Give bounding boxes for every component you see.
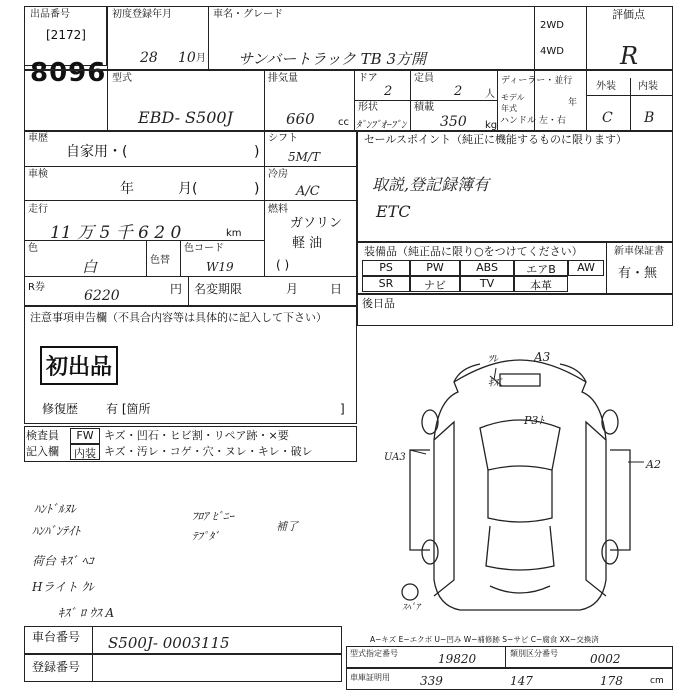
r-unit: 円 (170, 282, 183, 296)
equip-ps: PS (362, 260, 410, 276)
fuel-diesel: 軽 油 (292, 236, 323, 251)
later-block (357, 294, 673, 326)
shift-value: 5M/T (288, 150, 320, 164)
sales-line1: 取説,登記録簿有 (372, 175, 490, 194)
color-code-label: 色コード (184, 243, 224, 254)
type-label: 型式指定番号 (350, 649, 398, 658)
warranty-label: 新車保証書 (614, 246, 664, 257)
inspector-fw: FW (70, 428, 100, 444)
name-change-day: 日 (330, 282, 343, 296)
lot-label: 出品番号 (30, 9, 70, 20)
car-front-grille (500, 374, 540, 386)
displacement-value: 660 (286, 110, 315, 128)
drive-4wd: 4WD (540, 46, 564, 57)
exterior-label: 外装 (596, 81, 616, 92)
chassis-label: 車台番号 (32, 630, 81, 644)
capacity-value: 2 (454, 84, 463, 99)
cert-unit: cm (650, 676, 664, 686)
mileage-unit: km (226, 228, 242, 239)
history-value: 自家用・( (66, 144, 128, 160)
shape-label: 形状 (358, 102, 378, 113)
history-label: 車歴 (28, 133, 48, 144)
repair-label: 修復歴 (42, 402, 79, 416)
load-label: 積載 (414, 102, 434, 113)
doors-label: ドア (358, 73, 378, 84)
remark-3: 荷台 ｷｽﾞ ﾍｺ (32, 554, 94, 568)
diagram-note-4: P3ﾄ (524, 414, 544, 427)
diagram-note-3: ｷｽﾞ (488, 378, 503, 389)
class-label: 類別区分番号 (510, 649, 558, 658)
color-change-label: 色替 (150, 255, 170, 266)
car-damage-diagram (370, 330, 670, 630)
inspector-label1: 検査員 (26, 429, 59, 442)
lot-number: 8096 (30, 58, 107, 88)
first-listing-stamp: 初出品 (40, 346, 118, 385)
ac-value: A/C (296, 184, 320, 199)
first-reg-month: 10 (178, 50, 196, 66)
spare-tire (402, 584, 418, 600)
fuel-paren: ( ) (276, 258, 290, 272)
inspector-int-text: キズ・汚レ・コゲ・穴・ヌレ・キレ・破レ (104, 445, 313, 458)
inspection-year: 年 (120, 181, 134, 197)
drive-2wd: 2WD (540, 20, 564, 31)
wheel-rear-left (422, 540, 438, 564)
car-rear-bed (490, 586, 550, 593)
ac-label: 冷房 (268, 169, 288, 180)
inspection-label: 車検 (28, 169, 48, 180)
car-name-value: サンバートラック TB 3方開 (238, 50, 427, 68)
car-outline (434, 360, 606, 610)
remark-side-2: ﾃﾌﾟﾀﾞ (192, 530, 220, 543)
diagram-note-1: ﾂﾚ (488, 354, 498, 365)
class-value: 0002 (590, 652, 621, 666)
car-side-right (586, 422, 630, 596)
displacement-unit: cc (338, 117, 349, 128)
diagram-note-5: UA3 (384, 452, 406, 463)
wheel-front-left (422, 410, 438, 434)
r-label: R券 (28, 282, 45, 293)
handle-label: ハンドル 左・右 (500, 116, 566, 126)
sales-line2: ETC (376, 202, 411, 221)
lot-sub: [2172] (46, 28, 86, 42)
equip-navi: ナビ (410, 276, 460, 292)
diagram-note-6: A2 (646, 458, 661, 471)
load-unit: kg (485, 120, 498, 131)
remark-5: ｷｽﾞ ﾛ ｳｽ A (58, 606, 115, 620)
notes-title: 注意事項申告欄（不具合内容等は具体的に記入して下さい） (30, 311, 327, 324)
cert-length: 339 (420, 674, 443, 688)
grade-label: 評価点 (612, 8, 645, 21)
car-side-left (410, 422, 454, 596)
load-value: 350 (440, 114, 467, 130)
shape-value: ﾀﾞﾝﾌﾟｵｰﾌﾟﾝ (356, 120, 406, 131)
color-value: 白 (82, 258, 98, 276)
registration-label: 登録番号 (32, 660, 81, 674)
history-close: ) (254, 144, 260, 160)
inspector-int: 内装 (70, 444, 100, 460)
capacity-label: 定員 (414, 73, 434, 84)
repair-value: 有 [箇所 (106, 402, 151, 416)
grade-value: R (620, 42, 639, 70)
model-year-unit: 年 (568, 98, 578, 108)
mileage-value: 11 万 5 千 6 2 0 (50, 223, 182, 243)
car-bumper-front (454, 364, 586, 382)
name-change-label: 名変期限 (194, 282, 243, 296)
name-change-month: 月 (286, 282, 299, 296)
capacity-unit: 人 (485, 89, 495, 100)
equip-leather: 本革 (514, 276, 568, 292)
fuel-label: 燃料 (268, 204, 288, 215)
remark-4: Hライト ｸﾚ (32, 580, 94, 594)
color-label: 色 (28, 243, 38, 254)
remark-side-1: ﾌﾛｱ ﾋﾞﾆｰ (192, 510, 234, 523)
type-value: 19820 (438, 652, 477, 666)
inspector-fw-text: キズ・凹石・ヒビ割・リペア跡・×要 (104, 429, 289, 442)
equip-airbag: エアB (514, 260, 568, 276)
equip-aw: AW (568, 260, 604, 276)
shift-label: シフト (268, 133, 298, 144)
damage-legend: A−キズ E−エクボ U−凹み W−補修跡 S−サビ C−腐食 XX−交換済 (370, 635, 599, 644)
remark-1: ﾊﾝﾄﾞﾙﾇﾚ (34, 502, 77, 516)
cert-width: 147 (510, 674, 533, 688)
inspection-close: ) (254, 181, 260, 197)
remark-side-3: 補了 (276, 520, 298, 533)
car-windshield (480, 420, 560, 470)
first-reg-year: 28 (140, 50, 158, 66)
remark-2: ﾊﾝﾊﾞﾝﾃｲﾄ (32, 524, 81, 538)
fuel-gas: ガソリン (290, 216, 343, 231)
first-reg-label: 初度登録年月 (112, 9, 172, 20)
equipment-title: 装備品（純正品に限り○をつけてください） (364, 245, 583, 258)
car-rear-window (486, 526, 554, 570)
repair-close: ] (340, 402, 345, 416)
wheel-front-right (602, 410, 618, 434)
later-label: 後日品 (362, 297, 395, 310)
interior-value: B (644, 110, 655, 126)
model-year-label: モデル年式 (501, 93, 525, 113)
equip-sr: SR (362, 276, 410, 292)
sales-title: セールスポイント（純正に機能するものに限ります） (364, 133, 628, 146)
doors-value: 2 (384, 84, 393, 99)
equip-abs: ABS (460, 260, 514, 276)
chassis-value: S500J- 0003115 (108, 634, 230, 652)
first-reg-month-unit: 月 (196, 53, 206, 64)
car-roof (488, 470, 552, 522)
dealer-label: ディーラー・並行 (501, 76, 573, 86)
model-value: EBD- S500J (138, 108, 233, 127)
car-name-label: 車名・グレード (213, 9, 283, 20)
mileage-label: 走行 (28, 204, 48, 215)
inspection-month: 月( (178, 181, 198, 197)
warranty-value: 有・無 (618, 266, 658, 281)
interior-label: 内装 (638, 81, 658, 92)
wheel-rear-right (602, 540, 618, 564)
equip-tv: TV (460, 276, 514, 292)
r-value: 6220 (84, 288, 120, 304)
equip-pw: PW (410, 260, 460, 276)
inspector-label2: 記入欄 (26, 445, 59, 458)
exterior-value: C (602, 110, 613, 126)
displacement-label: 排気量 (268, 73, 298, 84)
model-label: 型式 (112, 73, 132, 84)
diagram-note-2: A3 (534, 350, 551, 364)
cert-height: 178 (600, 674, 623, 688)
diagram-note-7: ｽﾍﾟｱ (402, 603, 421, 613)
color-code-value: W19 (206, 260, 234, 274)
cert-label: 車庫証明用 (350, 673, 390, 682)
